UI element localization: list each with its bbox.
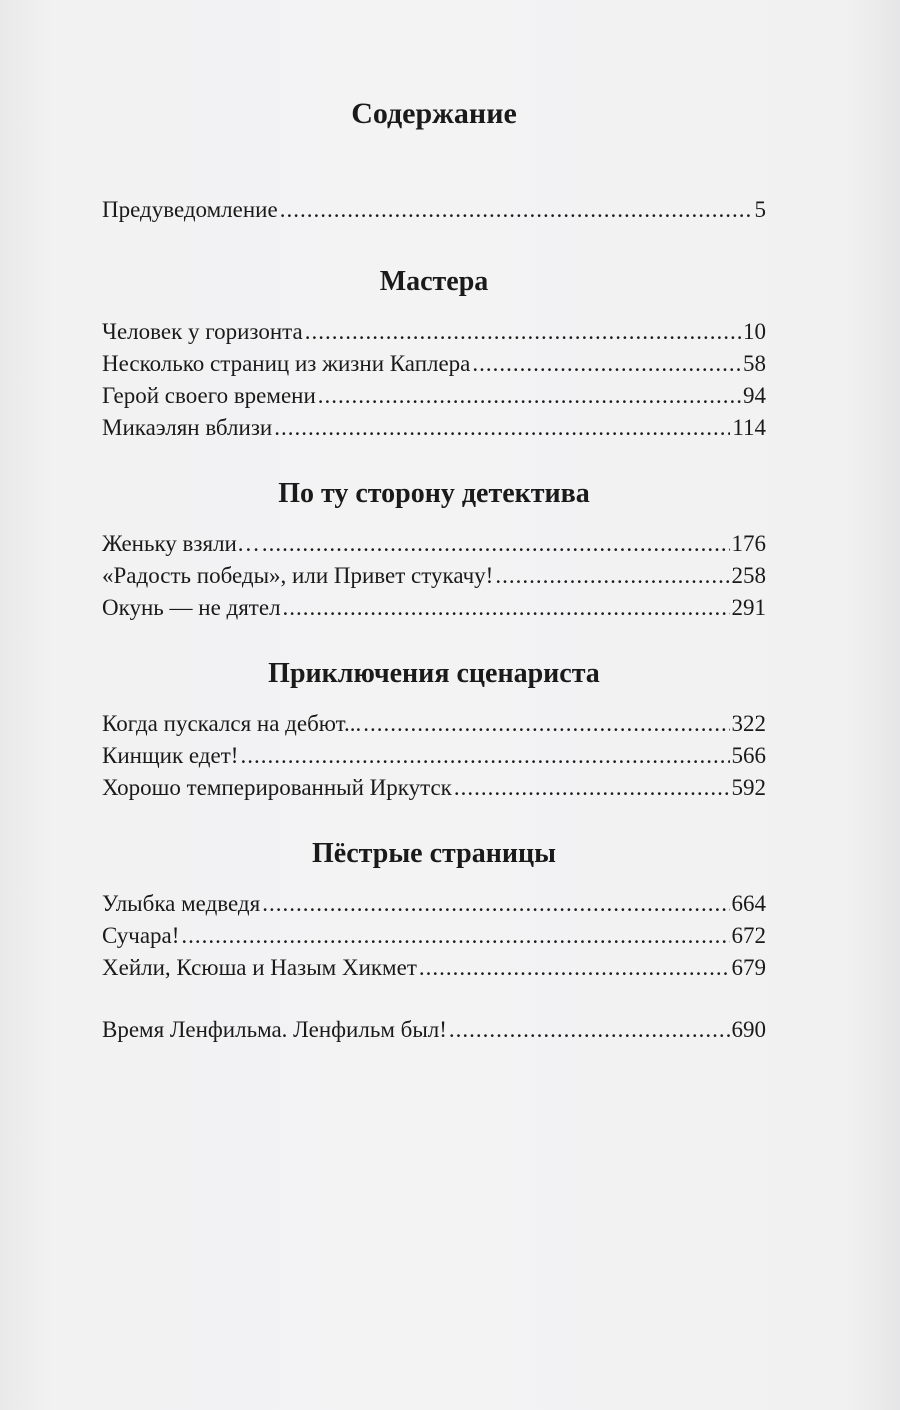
dot-leader [262,888,729,920]
toc-entry [102,380,766,412]
toc-entry-label: Предуведомление [102,197,278,222]
toc-entry-label: Хорошо темперированный Иркутск [102,775,452,800]
dot-leader [240,740,729,772]
toc-list [102,528,766,624]
toc-entry-page: 322 [731,711,766,736]
toc-entry-page: 114 [732,415,766,440]
toc-entry [102,412,766,444]
section-title: Пёстрые страницы [312,838,556,869]
toc-entry-page: 664 [731,891,766,916]
toc-entry-label: Сучара! [102,923,180,948]
toc-list [102,316,766,444]
toc-section-motley-pages [102,834,766,984]
toc-entry [102,316,766,348]
toc-section-screenwriter [102,654,766,804]
table-of-contents [102,92,766,1046]
toc-entry-page: 5 [754,197,766,222]
toc-section-masters [102,262,766,444]
dot-leader [280,194,753,226]
toc-entry [102,740,766,772]
toc-list [102,888,766,984]
dot-leader [454,772,730,804]
toc-entry-page: 258 [731,563,766,588]
toc-entry-page: 672 [731,923,766,948]
dot-leader [363,708,729,740]
dot-leader [472,348,741,380]
dot-leader [262,528,730,560]
toc-entry-label: Кинщик едет! [102,743,239,768]
toc-entry-page: 176 [731,531,766,556]
toc-entry-page: 592 [731,775,766,800]
toc-entry [102,560,766,592]
toc-entry-label: Когда пускался на дебют... [102,711,362,736]
dot-leader [305,316,741,348]
dot-leader [449,1014,730,1046]
toc-entry [102,348,766,380]
toc-entry-label: «Радость победы», или Привет стукачу! [102,563,494,588]
toc-entry-page: 690 [731,1017,766,1042]
toc-list [102,708,766,804]
toc-entry-page: 94 [743,383,766,408]
toc-entry-label: Время Ленфильма. Ленфильм был! [102,1017,447,1042]
toc-entry-page: 566 [731,743,766,768]
page-title: Содержание [351,97,517,130]
toc-entry [102,952,766,984]
toc-entry-page: 291 [731,595,766,620]
toc-entry-page: 679 [731,955,766,980]
toc-entry [102,528,766,560]
dot-leader [283,592,730,624]
toc-entry [102,592,766,624]
toc-entry-label: Микаэлян вблизи [102,415,273,440]
toc-entry [102,920,766,952]
toc-entry-page: 58 [743,351,766,376]
toc-entry-label: Улыбка медведя [102,891,261,916]
section-title: Мастера [379,266,489,297]
toc-entry [102,708,766,740]
dot-leader [274,412,730,444]
dot-leader [495,560,729,592]
section-title: Приключения сценариста [268,658,600,689]
toc-entry-label: Человек у горизонта [102,319,303,344]
toc-entry-label: Хейли, Ксюша и Назым Хикмет [102,955,417,980]
toc-entry-final [102,1014,766,1046]
section-title: По ту сторону детектива [278,478,590,509]
toc-entry-page: 10 [743,319,766,344]
toc-entry-label: Окунь — не дятел [102,595,281,620]
toc-section-detective [102,474,766,624]
dot-leader [181,920,729,952]
toc-entry-label: Женьку взяли… [102,531,260,556]
toc-entry-label: Герой своего времени [102,383,316,408]
toc-entry-label: Несколько страниц из жизни Каплера [102,351,471,376]
toc-entry [102,888,766,920]
dot-leader [318,380,741,412]
toc-entry [102,772,766,804]
dot-leader [419,952,730,984]
toc-entry-intro [102,194,766,226]
